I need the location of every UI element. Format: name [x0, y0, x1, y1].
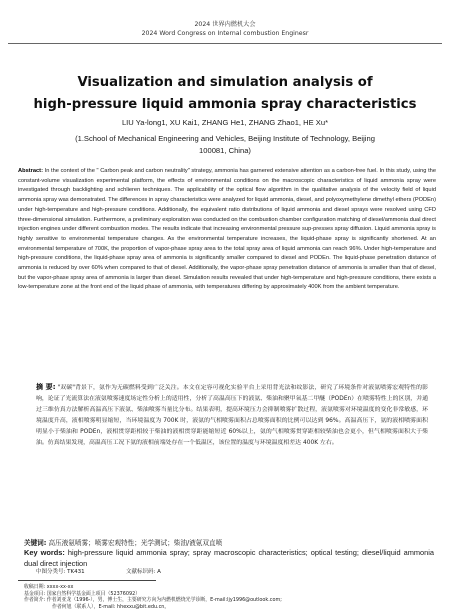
footnote-received: 收稿日期: xxxx-xx-xx — [24, 584, 74, 590]
classification-line — [36, 568, 161, 576]
chinese-abstract — [36, 382, 428, 450]
title-line-2: high-pressure liquid ammonia spray characteristics — [33, 97, 417, 112]
footnote — [24, 584, 434, 610]
en-keywords-label: Key words: — [24, 548, 65, 557]
header-rule — [8, 43, 442, 44]
footnote-author-2: 作者何旭（联系人），E-mail: hhexxu@bit.edu.cn。 — [52, 603, 170, 610]
document-code: 文献标识码: A — [126, 569, 161, 575]
paper-title — [10, 72, 440, 116]
cn-abstract-label: 摘 要: — [36, 383, 56, 391]
header-line-en: 2024 Word Congress on Internal combustion Enginesr — [141, 30, 309, 37]
footnote-author-1: 作者简介: 作者刘亚龙（1996-），男，博士生，主要研究方向为内燃机燃烧光学诊断，E-mail:ljy1996@outlook.com; — [24, 597, 282, 604]
header-line-cn: 2024 世界内燃机大会 — [194, 21, 256, 28]
footnote-fund: 基金项目: 国家自然科学基金面上项目（52376092） — [24, 590, 141, 597]
english-abstract — [18, 167, 436, 293]
running-header — [0, 20, 450, 38]
abstract-text: In the context of the " Carbon peak and carbon neutrality" strategy, ammonia has garnered extensive attention as a carbon-free fuel. In this study, using the constant-volume visualization experimental platform, the effects of environmental conditions on the macroscopic characteristics of liquid ammonia spray were investigated through backlighting and schlieren techniques. The applicability of the optical flow algorithm in the qualitative analysis of the velocity field of liquid ammonia spray was demonstrated. The differences in spray characteristics were analyzed for liquid ammonia, diesel, and polyoxymethylene dimethyl ethers (PODEn) under high-temperature and high-pressure conditions. Additionally, the equivalent ratio distributions of liquid ammonia and diesel sprays were resolved using CFD three-dimensional simulation. Furthermore, a preliminary exploration was conducted on the combustion chamber configuration matching of diesel/ammonia dual direct injection engines under different combustion modes. The results indicate that increasing environmental pressure sup-presses spray diffusion. Liquid ammonia spray is highly sensitive to environmental temperature changes. As the environmental temperature increases, the liquid-phase spray is significantly shortened. At an environmental temperature of 700K, the proportion of vapor-phase spray area to the total spray area of liquid ammonia can reach 96%. Under high-temperature and high-pressure conditions, the liquid-phase spray area of ammonia is significantly smaller compared to diesel and PODEn. The liquid-phase penetration distance of ammonia is reduced by over 60% when compared to that of diesel. Additionally, the vapor-phase spray penetration distance of ammonia is smaller than that of diesel, but the vapor-phase spray area of ammonia is larger than diesel. Simulation results revealed that under high-temperature and high-pressure conditions, there exists a low-temperature zone at the front end of the liquid phase of ammonia, with temperatures differing by approximately 400K from the ambient temperature. — [18, 168, 436, 291]
cn-keywords-label: 关键词: — [24, 539, 47, 547]
affiliation: (1.School of Mechanical Engineering and Vehicles, Beijing Institute of Technology, Beijing 100081, China) — [75, 134, 375, 155]
en-keywords-text: high-pressure liquid ammonia spray; spray macroscopic characteristics; optical testing; diesel/liquid ammonia dual direct injection — [24, 548, 434, 568]
chinese-keywords — [24, 538, 434, 548]
cn-abstract-text: "双碳"背景下，氨作为无碳燃料受到广泛关注。本文在定容可视化实验平台上采用背光法和纹影法，研究了环境条件对液氨喷雾宏观特性的影响，论证了光流算法在液氨喷雾速度场定性分析上的适用性，分析了高温高压下的液氨、柴油和聚甲氧基二甲醚（PODEn）在喷雾特性上的区别，并通过三维仿真方法解析高温高压下液氨、柴油喷雾当量比分布。结果表明，提高环境压力会抑制喷雾扩散过程，液氨喷雾对环境温度的变化非常敏感，环境温度升高，液相喷雾明显缩短，当环境温度为 700K 时，液氨的气相喷雾面积占总喷雾面积的比例可以达到 96%。高温高压下，氨的液相喷雾面积明显小于柴油和 PODEn，液相贯穿距相较于柴油的液相贯穿距能缩短近 60%以上，氨的气相喷雾贯穿距相较柴油也会更小，但气相喷雾面积大于柴油。仿真结果发现，高温高压工况下氨的液相前端处存在一个低温区，该位置的温度与环境温度相差达 400K 左右。 — [36, 385, 428, 447]
abstract-label: Abstract: — [18, 168, 43, 174]
cn-keywords-text: 高压液氨喷雾；喷雾宏观特性；光学测试；柴油/液氨双直喷 — [46, 539, 223, 547]
title-line-1: Visualization and simulation analysis of — [77, 75, 373, 90]
author-list: LIU Ya-long1, XU Kai1, ZHANG He1, ZHANG Zhao1, HE Xu* — [121, 118, 329, 127]
clc-number: 中图分类号: TK431 — [36, 569, 85, 575]
english-keywords — [24, 548, 434, 569]
footnote-rule — [18, 580, 156, 581]
